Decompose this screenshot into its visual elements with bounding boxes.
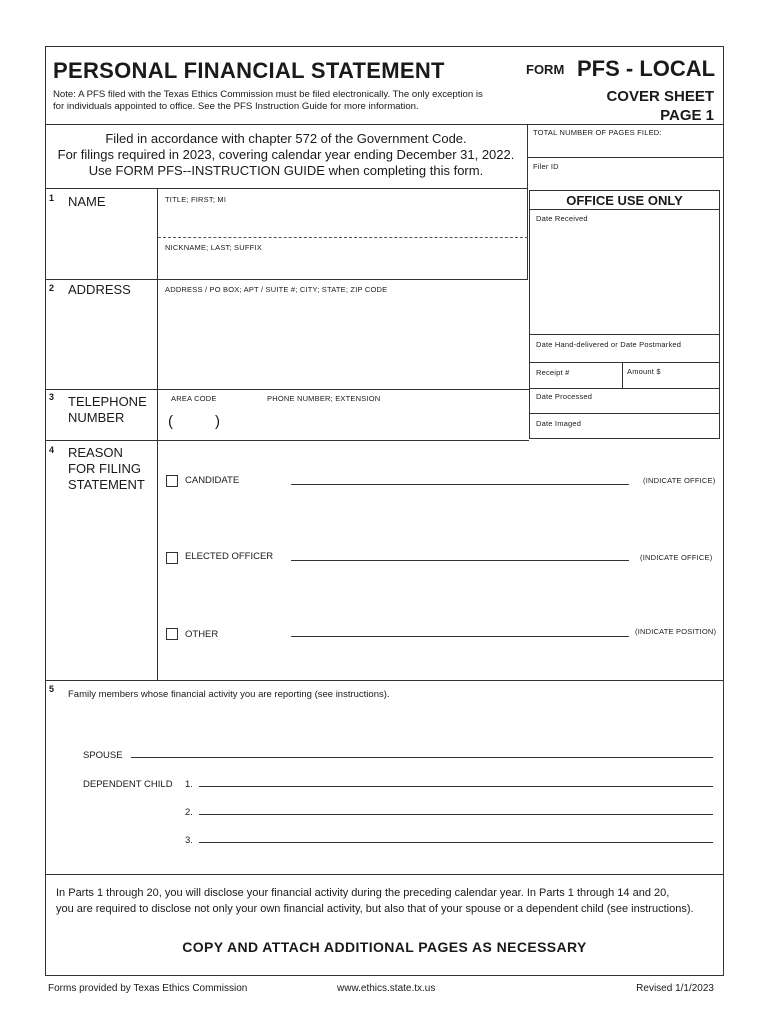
date-received-label: Date Received (536, 214, 588, 223)
other-label: OTHER (185, 629, 219, 640)
footer-website[interactable]: www.ethics.state.tx.us (337, 983, 436, 994)
name-label: NAME (68, 194, 106, 209)
date-processed-label: Date Processed (536, 392, 593, 401)
child-2-number: 2. (185, 807, 193, 818)
section-4-divider (45, 680, 724, 681)
section-5-number: 5 (49, 684, 55, 694)
child-1-line[interactable] (199, 786, 713, 787)
child-3-number: 3. (185, 835, 193, 846)
office-divider-1 (529, 334, 720, 335)
footer-revised: Revised 1/1/2023 (636, 983, 714, 994)
other-position-hint: (INDICATE POSITION) (635, 627, 717, 636)
child-3-line[interactable] (199, 842, 713, 843)
candidate-checkbox[interactable] (166, 475, 178, 487)
office-use-title-divider (529, 209, 720, 210)
spouse-line[interactable] (131, 757, 713, 758)
telephone-label (68, 394, 147, 426)
section-1-number: 1 (49, 193, 55, 203)
reason-label (68, 445, 145, 493)
candidate-office-hint: (INDICATE OFFICE) (643, 476, 716, 485)
section-1-divider (45, 279, 528, 280)
filing-notice-line-3: Use FORM PFS--INSTRUCTION GUIDE when completing this form. (88, 163, 484, 178)
dependent-child-label: DEPENDENT CHILD (83, 779, 173, 790)
notice-divider (45, 188, 528, 189)
pages-divider (527, 157, 724, 158)
section-2-divider (45, 389, 529, 390)
elected-officer-label: ELECTED OFFICER (185, 551, 274, 562)
date-imaged-label: Date Imaged (536, 419, 582, 428)
elected-officer-office-line[interactable] (291, 560, 629, 561)
cover-sheet-label: COVER SHEET (606, 88, 714, 105)
name-field-1-label: TITLE; FIRST; MI (165, 195, 227, 204)
spouse-label: SPOUSE (83, 750, 123, 761)
page-number: PAGE 1 (660, 107, 714, 124)
electronic-filing-note (53, 89, 483, 113)
receipt-label: Receipt # (536, 368, 570, 377)
total-pages-label: TOTAL NUMBER OF PAGES FILED: (533, 128, 662, 137)
telephone-label-line-1: TELEPHONE (68, 394, 147, 409)
section-3-divider (45, 440, 529, 441)
area-code-close-paren: ) (215, 413, 220, 430)
section-5-divider (45, 874, 724, 875)
filing-notice-line-2: For filings required in 2023, covering calendar year ending December 31, 2022. (57, 147, 515, 162)
label-column-divider (157, 188, 158, 680)
form-title: PERSONAL FINANCIAL STATEMENT (53, 58, 445, 83)
note-line-2: for individuals appointed to office. See the PFS Instruction Guide for more information. (53, 101, 419, 112)
note-line-1: Note: A PFS filed with the Texas Ethics Commission must be filed electronically. The only exception is (53, 89, 483, 100)
date-hand-delivered-label: Date Hand-delivered or Date Postmarked (536, 340, 682, 349)
phone-number-label: PHONE NUMBER; EXTENSION (267, 394, 381, 403)
elected-officer-office-hint: (INDICATE OFFICE) (640, 553, 713, 562)
header-divider-right (527, 124, 724, 125)
name-field-2-label: NICKNAME; LAST; SUFFIX (165, 243, 262, 252)
reason-label-line-2: FOR FILING (68, 461, 141, 476)
address-label: ADDRESS (68, 282, 131, 297)
elected-officer-checkbox[interactable] (166, 552, 178, 564)
office-divider-2 (529, 362, 720, 363)
section-4-number: 4 (49, 445, 55, 455)
office-use-box (529, 190, 720, 439)
disclosure-text (56, 885, 694, 917)
other-checkbox[interactable] (166, 628, 178, 640)
reason-label-line-3: STATEMENT (68, 477, 145, 492)
form-prefix: FORM (526, 62, 565, 77)
name-dashed-divider (158, 237, 528, 238)
footer-provided-by: Forms provided by Texas Ethics Commission (48, 983, 248, 994)
filing-notice (45, 131, 527, 179)
child-2-line[interactable] (199, 814, 713, 815)
nickname-last-suffix-input[interactable] (160, 253, 525, 277)
attach-pages-notice: COPY AND ATTACH ADDITIONAL PAGES AS NECESSARY (182, 939, 587, 955)
address-input[interactable] (160, 296, 526, 388)
filer-id-label: Filer ID (533, 162, 559, 171)
office-divider-3 (529, 388, 720, 389)
other-position-line[interactable] (291, 636, 629, 637)
filing-notice-line-1: Filed in accordance with chapter 572 of the Government Code. (105, 131, 467, 146)
header-divider (45, 124, 527, 125)
child-1-number: 1. (185, 779, 193, 790)
receipt-amount-divider (622, 362, 623, 388)
office-use-title: OFFICE USE ONLY (566, 193, 683, 208)
telephone-label-line-2: NUMBER (68, 410, 125, 425)
reason-label-line-1: REASON (68, 445, 123, 460)
candidate-office-line[interactable] (291, 484, 629, 485)
area-code-open-paren: ( (168, 413, 173, 430)
area-code-input[interactable] (178, 412, 214, 432)
disclosure-line-2: you are required to disclose not only your own financial activity, but also that of your spouse or a dependent child (see instructions). (56, 903, 694, 915)
section-3-number: 3 (49, 392, 55, 402)
filer-id-field[interactable] (528, 170, 723, 186)
title-first-mi-input[interactable] (160, 205, 525, 235)
address-field-label: ADDRESS / PO BOX; APT / SUITE #; CITY; STATE; ZIP CODE (165, 285, 388, 294)
form-name: PFS - LOCAL (577, 56, 716, 81)
area-code-label: AREA CODE (171, 394, 217, 403)
office-divider-4 (529, 413, 720, 414)
family-intro: Family members whose financial activity you are reporting (see instructions). (68, 689, 390, 700)
total-pages-field[interactable] (528, 136, 723, 156)
phone-number-input[interactable] (262, 410, 524, 434)
candidate-label: CANDIDATE (185, 475, 240, 486)
disclosure-line-1: In Parts 1 through 20, you will disclose your financial activity during the preceding calendar year. In Parts 1 through 14 and 20, (56, 887, 670, 899)
section-2-number: 2 (49, 283, 55, 293)
amount-label: Amount $ (627, 367, 661, 376)
